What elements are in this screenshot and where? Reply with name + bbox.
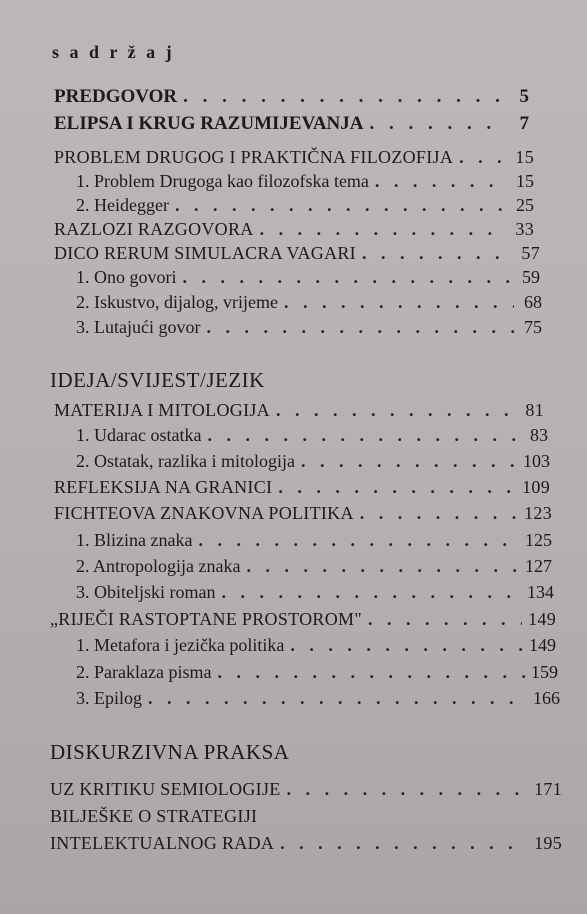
toc-entry <box>50 805 257 827</box>
toc-entry <box>76 555 552 577</box>
part-heading: IDEJA/SVIJEST/JEZIK <box>50 368 265 392</box>
toc-entry <box>54 476 550 498</box>
toc-entry <box>54 399 544 421</box>
entry-title: 3. Obiteljski roman <box>76 582 216 602</box>
toc-entry <box>54 146 534 168</box>
entry-title: 1. Problem Drugoga kao filozofska tema <box>76 171 369 191</box>
leader-dots <box>175 194 506 216</box>
entry-title: REFLEKSIJA NA GRANICI <box>54 477 273 497</box>
entry-page: 15 <box>516 171 534 191</box>
entry-title: 1. Udarac ostatka <box>76 425 202 445</box>
leader-dots <box>360 502 518 524</box>
toc-entry <box>76 529 552 551</box>
entry-page: 166 <box>533 688 560 708</box>
entry-page: 57 <box>521 243 540 263</box>
entry-title: 2. Antropologija znaka <box>76 556 241 576</box>
entry-page: 103 <box>523 451 550 471</box>
leader-dots <box>183 266 513 288</box>
entry-title: 2. Heidegger <box>76 195 169 215</box>
toc-entry <box>54 113 529 135</box>
entry-page: 109 <box>522 477 550 497</box>
entry-page: 159 <box>531 662 558 682</box>
entry-title: MATERIJA I MITOLOGIJA <box>54 400 270 420</box>
toc-entry <box>76 291 542 313</box>
leader-dots <box>362 242 512 264</box>
leader-dots <box>368 608 522 630</box>
leader-dots <box>280 832 528 854</box>
entry-title: FICHTEOVA ZNAKOVNA POLITIKA <box>54 503 354 523</box>
toc-entry <box>76 581 554 603</box>
entry-page: 75 <box>524 317 542 337</box>
leader-dots <box>207 424 520 446</box>
toc-entry <box>76 687 560 709</box>
toc-entry <box>54 242 540 264</box>
entry-page: 125 <box>525 530 552 550</box>
entry-page: 5 <box>519 86 529 107</box>
leader-dots <box>206 316 514 338</box>
entry-page: 83 <box>530 425 548 445</box>
entry-title: ELIPSA I KRUG RAZUMIJEVANJA <box>54 113 364 134</box>
toc-entry <box>50 608 556 630</box>
leader-dots <box>284 291 514 313</box>
part-heading: DISKURZIVNA PRAKSA <box>50 740 290 764</box>
entry-title: 1. Ono govori <box>76 267 177 287</box>
entry-page: 7 <box>519 113 529 134</box>
entry-page: 81 <box>525 400 544 420</box>
toc-entry <box>76 634 556 656</box>
entry-page: 33 <box>515 219 534 239</box>
leader-dots <box>260 218 506 240</box>
toc-entry <box>50 778 562 800</box>
entry-title: 2. Paraklaza pisma <box>76 662 212 682</box>
entry-page: 127 <box>525 556 552 576</box>
toc-entry <box>54 502 552 524</box>
leader-dots <box>198 529 519 551</box>
leader-dots <box>301 450 517 472</box>
entry-page: 171 <box>534 779 562 799</box>
entry-title: 2. Ostatak, razlika i mitologija <box>76 451 295 471</box>
entry-title: 3. Lutajući govor <box>76 317 201 337</box>
leader-dots <box>246 555 519 577</box>
leader-dots <box>287 778 529 800</box>
entry-page: 25 <box>516 195 534 215</box>
entry-title: UZ KRITIKU SEMIOLOGIJE <box>50 779 281 799</box>
toc-entry <box>76 194 534 216</box>
entry-title: 1. Blizina znaka <box>76 530 193 550</box>
leader-dots <box>217 661 525 683</box>
leader-dots <box>276 399 516 421</box>
toc-entry <box>76 266 540 288</box>
leader-dots <box>459 146 506 168</box>
leader-dots <box>278 476 516 498</box>
entry-page: 123 <box>524 503 552 523</box>
entry-page: 134 <box>527 582 554 602</box>
entry-page: 68 <box>524 292 542 312</box>
toc-entry <box>76 661 558 683</box>
leader-dots <box>375 170 506 192</box>
entry-title: 2. Iskustvo, dijalog, vrijeme <box>76 292 278 312</box>
toc-entry <box>54 218 534 240</box>
leader-dots <box>148 687 527 709</box>
entry-title: INTELEKTUALNOG RADA <box>50 833 275 853</box>
entry-page: 149 <box>528 609 556 629</box>
leader-dots <box>290 634 523 656</box>
toc-entry <box>76 450 550 472</box>
toc-entry <box>50 832 562 854</box>
entry-title: BILJEŠKE O STRATEGIJI <box>50 806 258 826</box>
toc-entry <box>76 170 534 192</box>
entry-page: 15 <box>515 147 534 167</box>
toc-entry <box>76 316 542 338</box>
toc-entry <box>76 424 548 446</box>
entry-page: 59 <box>522 267 540 287</box>
toc-entry <box>54 86 529 108</box>
entry-title: PREDGOVOR <box>54 86 178 107</box>
entry-title: DICO RERUM SIMULACRA VAGARI <box>54 243 356 263</box>
leader-dots <box>370 113 501 135</box>
contents-heading: s a d r ž a j <box>52 42 175 62</box>
leader-dots <box>183 86 501 108</box>
entry-title: PROBLEM DRUGOG I PRAKTIČNA FILOZOFIJA <box>54 147 454 167</box>
entry-title: 3. Epilog <box>76 688 142 708</box>
entry-page: 195 <box>534 833 562 853</box>
leader-dots <box>221 581 521 603</box>
entry-title: RAZLOZI RAZGOVORA <box>54 219 254 239</box>
entry-page: 149 <box>529 635 556 655</box>
entry-title: „RIJEČI RASTOPTANE PROSTOROM" <box>50 609 362 629</box>
entry-title: 1. Metafora i jezička politika <box>76 635 285 655</box>
